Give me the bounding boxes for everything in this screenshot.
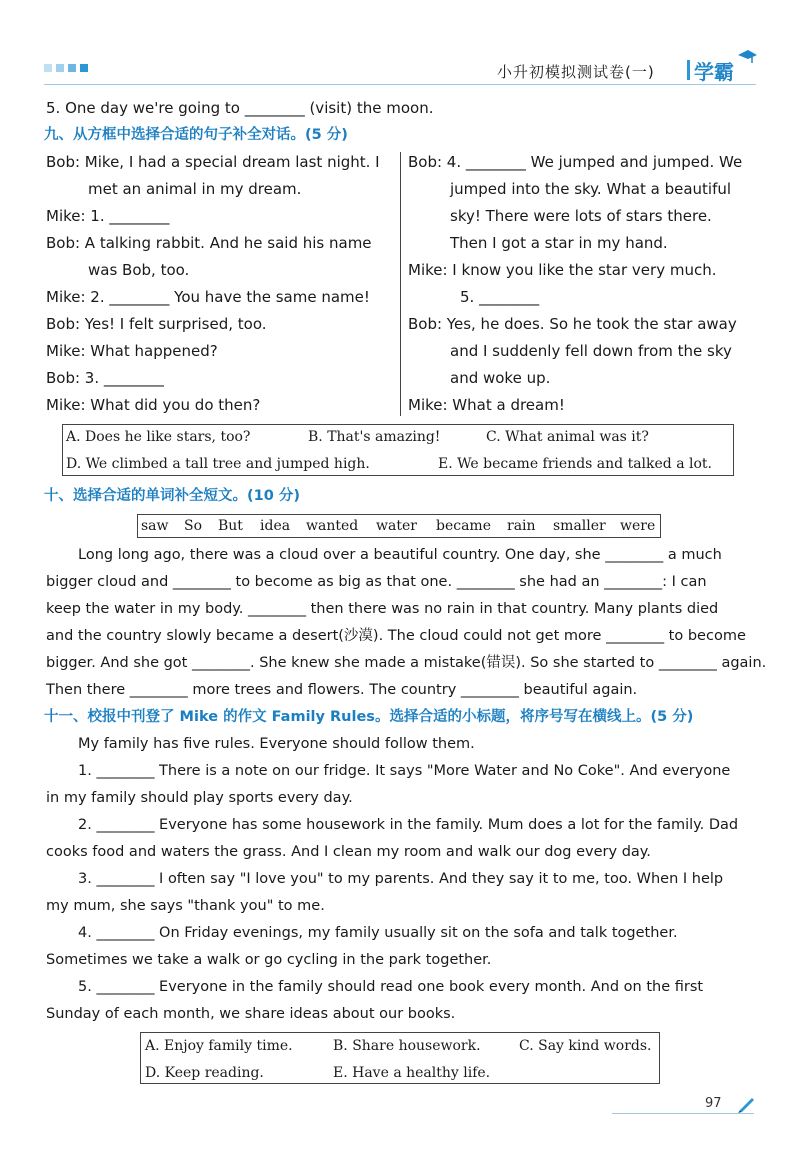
header-square: [44, 64, 52, 72]
dialogue-line: Mike: What happened?: [46, 342, 218, 360]
graduation-cap-icon: [736, 48, 758, 66]
dialogue-line: Mike: What did you do then?: [46, 396, 261, 414]
header-rule: [44, 84, 756, 85]
passage-line: keep the water in my body. ________ then there was no rain in that country. Many plants died: [46, 601, 719, 617]
passage-line: Then there ________ more trees and flowers. The country ________ beautiful again.: [46, 682, 638, 698]
word-bank-item: were: [620, 518, 656, 534]
section-11-heading: 十一、校报中刊登了 Mike 的作文 Family Rules。选择合适的小标题，将序号写在横线上。(5 分): [44, 709, 694, 725]
word-bank-item: saw: [141, 518, 169, 534]
option-b: B. That's amazing!: [308, 429, 441, 445]
dialogue-line: 5. ________: [460, 288, 540, 306]
word-bank-item: became: [436, 518, 491, 534]
page-number: 97: [705, 1096, 722, 1111]
dialogue-line: met an animal in my dream.: [88, 180, 302, 198]
dialogue-line: and I suddenly fell down from the sky: [450, 342, 732, 360]
option-d: D. Keep reading.: [145, 1065, 264, 1081]
essay-line: 3. ________ I often say "I love you" to my parents. And they say it to me, too. When I help: [78, 871, 724, 887]
dialogue-line: Mike: What a dream!: [408, 396, 565, 414]
option-c: C. Say kind words.: [519, 1038, 652, 1054]
dialogue-line: Then I got a star in my hand.: [450, 234, 668, 252]
page-header: [0, 0, 800, 90]
footer-rule: [612, 1113, 754, 1114]
dialogue-line: Bob: 4. ________ We jumped and jumped. We: [408, 153, 743, 171]
section-9-heading: 九、从方框中选择合适的句子补全对话。(5 分): [44, 127, 348, 143]
dialogue-line: Bob: 3. ________: [46, 369, 164, 387]
essay-line: Sometimes we take a walk or go cycling in the park together.: [46, 952, 492, 968]
essay-line: My family has five rules. Everyone should follow them.: [78, 736, 475, 752]
dialogue-line: Mike: 2. ________ You have the same name!: [46, 288, 370, 306]
essay-line: Sunday of each month, we share ideas about our books.: [46, 1006, 456, 1022]
dialogue-line: Bob: A talking rabbit. And he said his name: [46, 234, 372, 252]
question-line: 5. One day we're going to ________ (visit) the moon.: [46, 99, 434, 117]
essay-line: 1. ________ There is a note on our fridge. It says "More Water and No Coke". And everyone: [78, 763, 731, 779]
word-bank-item: idea: [260, 518, 291, 534]
dialogue-line: sky! There were lots of stars there.: [450, 207, 712, 225]
header-divider: [687, 60, 690, 80]
option-b: B. Share housework.: [333, 1038, 481, 1054]
word-bank-item: But: [218, 518, 243, 534]
pencil-icon: [736, 1095, 756, 1113]
dialogue-line: Bob: Yes! I felt surprised, too.: [46, 315, 267, 333]
passage-line: bigger cloud and ________ to become as big as that one. ________ she had an ________: I can: [46, 574, 707, 590]
option-e: E. We became friends and talked a lot.: [438, 456, 712, 472]
word-bank-item: rain: [507, 518, 536, 534]
dialogue-line: Bob: Mike, I had a special dream last night. I: [46, 153, 380, 171]
word-bank-item: So: [184, 518, 203, 534]
dialogue-line: and woke up.: [450, 369, 551, 387]
exam-title: 小升初模拟测试卷(一): [497, 63, 655, 81]
header-square: [80, 64, 88, 72]
essay-line: in my family should play sports every day.: [46, 790, 353, 806]
dialogue-line: jumped into the sky. What a beautiful: [450, 180, 732, 198]
word-bank-item: smaller: [553, 518, 606, 534]
essay-line: 5. ________ Everyone in the family should read one book every month. And on the first: [78, 979, 704, 995]
header-square: [56, 64, 64, 72]
dialogue-divider: [400, 152, 401, 416]
option-c: C. What animal was it?: [486, 429, 649, 445]
brand-logo: 学霸: [694, 60, 734, 84]
passage-line: bigger. And she got ________. She knew she made a mistake(错误). So she started to ________ again.: [46, 655, 767, 671]
essay-line: cooks food and waters the grass. And I clean my room and walk our dog every day.: [46, 844, 651, 860]
essay-line: 4. ________ On Friday evenings, my family usually sit on the sofa and talk together.: [78, 925, 678, 941]
dialogue-line: Mike: I know you like the star very much.: [408, 261, 717, 279]
option-a: A. Enjoy family time.: [145, 1038, 293, 1054]
dialogue-line: Mike: 1. ________: [46, 207, 170, 225]
passage-line: and the country slowly became a desert(沙漠). The cloud could not get more ________ to become: [46, 628, 746, 644]
word-bank-item: water: [376, 518, 417, 534]
option-e: E. Have a healthy life.: [333, 1065, 491, 1081]
essay-line: my mum, she says "thank you" to me.: [46, 898, 325, 914]
dialogue-line: was Bob, too.: [88, 261, 190, 279]
section-10-heading: 十、选择合适的单词补全短文。(10 分): [44, 488, 300, 504]
header-squares: [44, 64, 88, 72]
header-square: [68, 64, 76, 72]
essay-line: 2. ________ Everyone has some housework in the family. Mum does a lot for the family. Dad: [78, 817, 739, 833]
option-a: A. Does he like stars, too?: [66, 429, 251, 445]
word-bank-item: wanted: [306, 518, 359, 534]
passage-line: Long long ago, there was a cloud over a beautiful country. One day, she ________ a much: [78, 547, 722, 563]
option-d: D. We climbed a tall tree and jumped high.: [66, 456, 370, 472]
dialogue-line: Bob: Yes, he does. So he took the star away: [408, 315, 737, 333]
